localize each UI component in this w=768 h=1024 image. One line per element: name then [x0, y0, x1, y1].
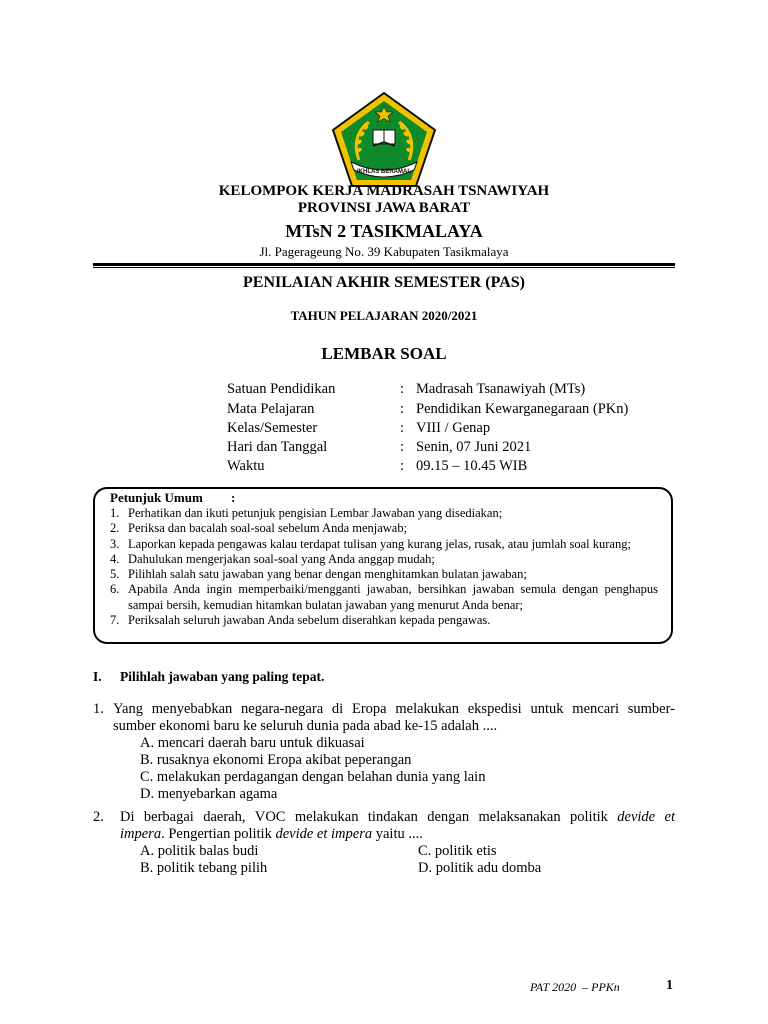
info-colon: : — [400, 439, 405, 455]
list-item — [110, 537, 658, 552]
section-heading — [93, 668, 493, 685]
list-item — [110, 506, 658, 521]
page-number: 1 — [666, 978, 673, 993]
school-address: Jl. Pagerageung No. 39 Kabupaten Tasikmalaya — [259, 244, 509, 259]
info-value: Pendidikan Kewarganegaraan (PKn) — [416, 401, 629, 417]
word: Di — [120, 809, 135, 825]
info-value: VIII / Genap — [416, 420, 491, 436]
book-icon — [373, 130, 395, 146]
instructions-colon: : — [231, 490, 236, 505]
header-divider-thin — [93, 267, 675, 268]
word: berbagai — [143, 809, 194, 825]
info-colon: : — [400, 420, 405, 436]
info-value: Senin, 07 Juni 2021 — [416, 439, 532, 455]
header-divider — [93, 263, 675, 266]
word: melaksanakan — [478, 809, 561, 825]
instructions-list — [110, 506, 658, 628]
section-number: I. — [93, 669, 102, 684]
question-text-line2 — [120, 826, 423, 843]
term-italic: impera — [120, 826, 162, 842]
word: VOC — [254, 809, 286, 825]
option-a: A. politik balas budi — [140, 843, 259, 859]
school-name: MTsN 2 TASIKMALAYA — [285, 221, 483, 241]
item-number: 7. — [110, 613, 120, 628]
word: politik — [570, 809, 608, 825]
item-text: Perhatikan dan ikuti petunjuk pengisian Lembar Jawaban yang disediakan; — [128, 506, 503, 520]
item-number: 1. — [110, 506, 120, 520]
word: dengan — [427, 809, 470, 825]
word: tindakan — [367, 809, 418, 825]
info-label: Satuan Pendidikan — [227, 381, 336, 397]
info-colon: : — [400, 401, 405, 417]
word-italic: devide — [617, 809, 656, 825]
logo-ribbon-text: IKHLAS BERAMAL — [357, 169, 411, 175]
list-item — [110, 521, 658, 536]
question-2 — [93, 809, 675, 843]
info-value: Madrasah Tsanawiyah (MTs) — [416, 381, 586, 397]
list-item — [110, 582, 658, 613]
info-row — [227, 419, 687, 438]
item-text: Periksa dan bacalah soal-soal sebelum Anda menjawab; — [128, 521, 408, 536]
item-number: 5. — [110, 567, 120, 582]
item-number: 2. — [110, 521, 120, 536]
question-text-line1 — [120, 809, 675, 826]
question-text-line2: sumber ekonomi baru ke seluruh dunia pada abad ke-15 adalah .... — [113, 718, 498, 734]
item-text: Laporkan kepada pengawas kalau terdapat tulisan yang kurang jelas, rusak, atau jumlah soal kurang; — [128, 536, 631, 551]
word-italic: et — [664, 809, 675, 825]
option-b: B. rusaknya ekonomi Eropa akibat peperangan — [140, 752, 412, 768]
exam-title: PENILAIAN AKHIR SEMESTER (PAS) — [243, 274, 525, 291]
list-item — [110, 613, 658, 628]
info-row — [227, 380, 687, 399]
footer-label: PAT 2020 – PPKn — [530, 980, 620, 994]
option-c: C. politik etis — [418, 843, 497, 859]
info-row — [227, 457, 687, 476]
word: melakukan — [294, 809, 359, 825]
instructions-title: Petunjuk Umum — [110, 490, 203, 505]
info-colon: : — [400, 381, 405, 397]
item-number: 3. — [110, 536, 120, 551]
section-title: Pilihlah jawaban yang paling tepat. — [120, 669, 325, 684]
question-number: 1. — [93, 701, 104, 717]
org-name: KELOMPOK KERJA MADRASAH TSNAWIYAH — [218, 183, 550, 199]
item-text: Pilihlah salah satu jawaban yang benar dengan menghitamkan bulatan jawaban; — [128, 567, 527, 582]
item-text: Dahulukan mengerjakan soal-soal yang Anda anggap mudah; — [128, 551, 435, 566]
question-text-line1: Yang menyebabkan negara-negara di Eropa melakukan ekspedisi untuk mencari sumber- — [113, 701, 675, 717]
item-number: 6. — [110, 582, 120, 597]
info-label: Waktu — [227, 458, 265, 474]
option-d: D. menyebarkan agama — [140, 786, 278, 802]
item-text: Apabila Anda ingin memperbaiki/mengganti jawaban, bersihkan jawaban semula dengan penghapus sampai bersih, kemudian hitamkan bulatan jawaban yang menurut Anda benar; — [128, 582, 658, 612]
info-colon: : — [400, 458, 405, 474]
sheet-title: LEMBAR SOAL — [321, 344, 447, 363]
word: daerah, — [203, 809, 246, 825]
list-item — [110, 567, 658, 582]
item-number: 4. — [110, 551, 120, 566]
option-d: D. politik adu domba — [418, 860, 542, 876]
info-label: Mata Pelajaran — [227, 401, 315, 417]
option-b: B. politik tebang pilih — [140, 860, 268, 876]
term-italic: devide et impera — [275, 826, 373, 842]
question-1 — [93, 701, 675, 735]
info-value: 09.15 – 10.45 WIB — [416, 458, 528, 474]
text: . Pengertian politik — [161, 826, 276, 842]
info-label: Hari dan Tanggal — [227, 439, 328, 455]
kemenag-logo — [329, 90, 439, 188]
info-row — [227, 438, 687, 457]
info-row — [227, 400, 687, 419]
info-label: Kelas/Semester — [227, 420, 318, 436]
list-item — [110, 552, 658, 567]
province-name: PROVINSI JAWA BARAT — [297, 200, 471, 216]
option-a: A. mencari daerah baru untuk dikuasai — [140, 735, 365, 751]
academic-year: TAHUN PELAJARAN 2020/2021 — [290, 308, 478, 323]
item-text: Periksalah seluruh jawaban Anda sebelum diserahkan kepada pengawas. — [128, 613, 491, 628]
option-c: C. melakukan perdagangan dengan belahan dunia yang lain — [140, 769, 486, 785]
question-number: 2. — [93, 809, 104, 825]
text: yaitu .... — [372, 826, 423, 842]
